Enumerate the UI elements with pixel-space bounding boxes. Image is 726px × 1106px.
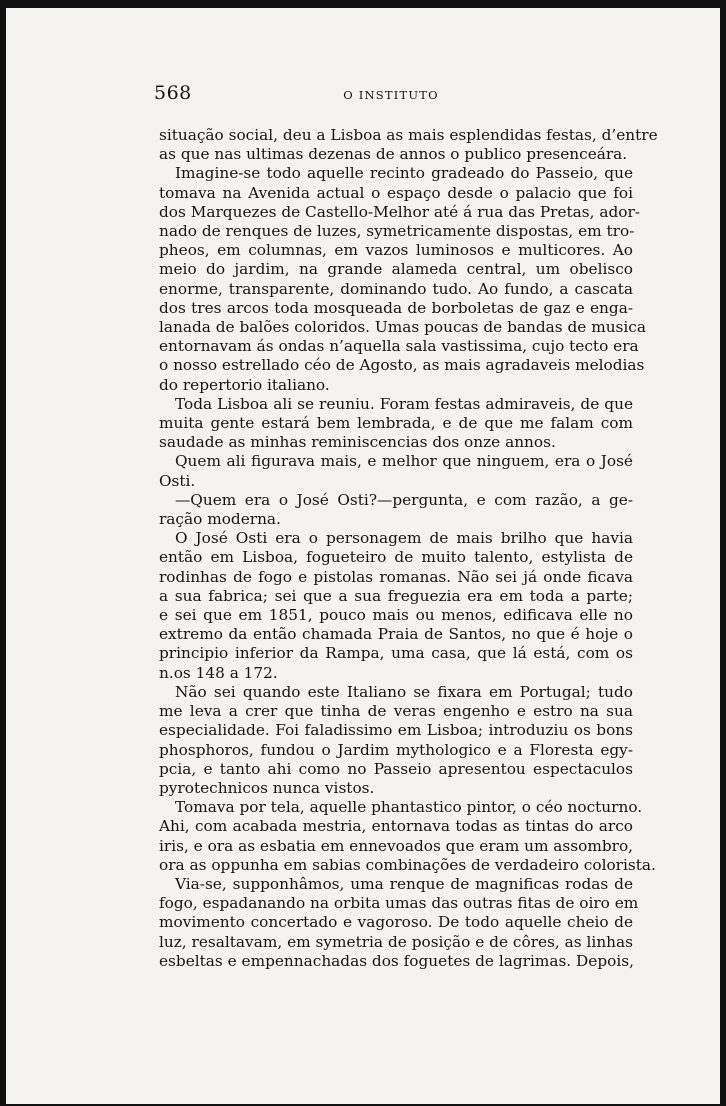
text-line: Ahi, com acabada mestria, entornava todas as tintas do arco	[159, 817, 633, 836]
text-line: muita gente estará bem lembrada, e de que me falam com	[159, 414, 633, 433]
text-line: dos Marquezes de Castello-Melhor até á rua das Pretas, ador-	[159, 202, 640, 221]
paragraph	[159, 126, 658, 164]
text-line: ração moderna.	[159, 510, 281, 529]
text-line: n.os 148 a 172.	[159, 663, 278, 682]
text-line: Tomava por tela, aquelle phantastico pintor, o céo nocturno.	[175, 798, 643, 817]
text-line: lanada de balões coloridos. Umas poucas de bandas de musica	[159, 318, 646, 337]
text-line: as que nas ultimas dezenas de annos o publico presenceára.	[159, 145, 628, 164]
text-line: então em Lisboa, fogueteiro de muito talento, estylista de	[159, 548, 633, 567]
text-line: Toda Lisboa ali se reuniu. Foram festas admiraveis, de que	[175, 394, 633, 413]
text-line: ora as oppunha em sabias combinações de verdadeiro colorista.	[159, 855, 656, 874]
text-line: extremo da então chamada Praia de Santos, no que é hoje o	[159, 625, 633, 644]
text-line: pyrotechnicos nunca vistos.	[159, 778, 375, 797]
text-line: movimento concertado e vagoroso. De todo aquelle cheio de	[159, 913, 633, 932]
text-line: Imagine-se todo aquelle recinto gradeado do Passeio, que	[175, 164, 633, 183]
text-line: enorme, transparente, dominando tudo. Ao fundo, a cascata	[159, 279, 633, 298]
paragraph	[159, 529, 633, 683]
paragraph	[159, 164, 646, 394]
text-line: pcia, e tanto ahi como no Passeio apresentou espectaculos	[159, 759, 633, 778]
text-line: fogo, espadanando na orbita umas das outras fitas de oiro em	[159, 894, 639, 913]
text-line: phosphoros, fundou o Jardim mythologico e a Floresta egy-	[159, 740, 633, 759]
page-number: 568	[154, 82, 192, 104]
text-line: esbeltas e empennachadas dos foguetes de lagrimas. Depois,	[159, 951, 634, 970]
text-line: pheos, em columnas, em vazos luminosos e multicores. Ao	[159, 241, 633, 260]
text-line: especialidade. Foi faladissimo em Lisboa; introduziu os bons	[159, 721, 633, 740]
text-line: me leva a crer que tinha de veras engenho e estro na sua	[159, 702, 633, 721]
paragraph	[159, 874, 639, 971]
text-line: dos tres arcos toda mosqueada de borboletas de gaz e enga-	[159, 298, 633, 317]
paragraph	[159, 683, 633, 798]
text-line: o nosso estrellado céo de Agosto, as mais agradaveis melodias	[159, 356, 645, 375]
body-text	[159, 126, 658, 971]
paragraph	[159, 452, 633, 490]
text-line: rodinhas de fogo e pistolas romanas. Não sei já onde ficava	[159, 567, 633, 586]
text-line: luz, resaltavam, em symetria de posição e de côres, as linhas	[159, 932, 633, 951]
text-line: a sua fabrica; sei que a sua freguezia era em toda a parte;	[159, 586, 633, 605]
text-line: situação social, deu a Lisboa as mais esplendidas festas, d’entre	[159, 126, 658, 144]
text-line: —Quem era o José Osti?—pergunta, e com razão, a ge-	[175, 490, 633, 509]
text-line: nado de renques de luzes, symetricamente dispostas, em tro-	[159, 222, 635, 241]
text-line: Osti.	[159, 471, 196, 490]
text-line: Via-se, supponhâmos, uma renque de magnificas rodas de	[175, 874, 633, 893]
paragraph	[159, 395, 633, 453]
text-line: iris, e ora as esbatia em ennevoados que eram um assombro,	[159, 836, 634, 855]
running-title: O INSTITUTO	[343, 88, 439, 102]
paragraph	[159, 798, 656, 875]
page-header	[154, 82, 628, 104]
text-line: entornavam ás ondas n’aquella sala vastissima, cujo tecto era	[159, 337, 639, 356]
text-line: tomava na Avenida actual o espaço desde o palacio que foi	[159, 183, 633, 202]
text-line: O José Osti era o personagem de mais brilho que havia	[175, 529, 633, 548]
text-line: saudade as minhas reminiscencias dos onze annos.	[159, 433, 556, 452]
text-line: e sei que em 1851, pouco mais ou menos, edificava elle no	[159, 606, 633, 625]
text-line: Quem ali figurava mais, e melhor que ninguem, era o José	[175, 452, 633, 471]
text-line: principio inferior da Rampa, uma casa, que lá está, com os	[159, 644, 633, 663]
text-line: do repertorio italiano.	[159, 375, 330, 394]
text-line: meio do jardim, na grande alameda central, um obelisco	[159, 260, 633, 279]
text-line: Não sei quando este Italiano se fixara em Portugal; tudo	[175, 682, 633, 701]
paragraph	[159, 491, 633, 529]
